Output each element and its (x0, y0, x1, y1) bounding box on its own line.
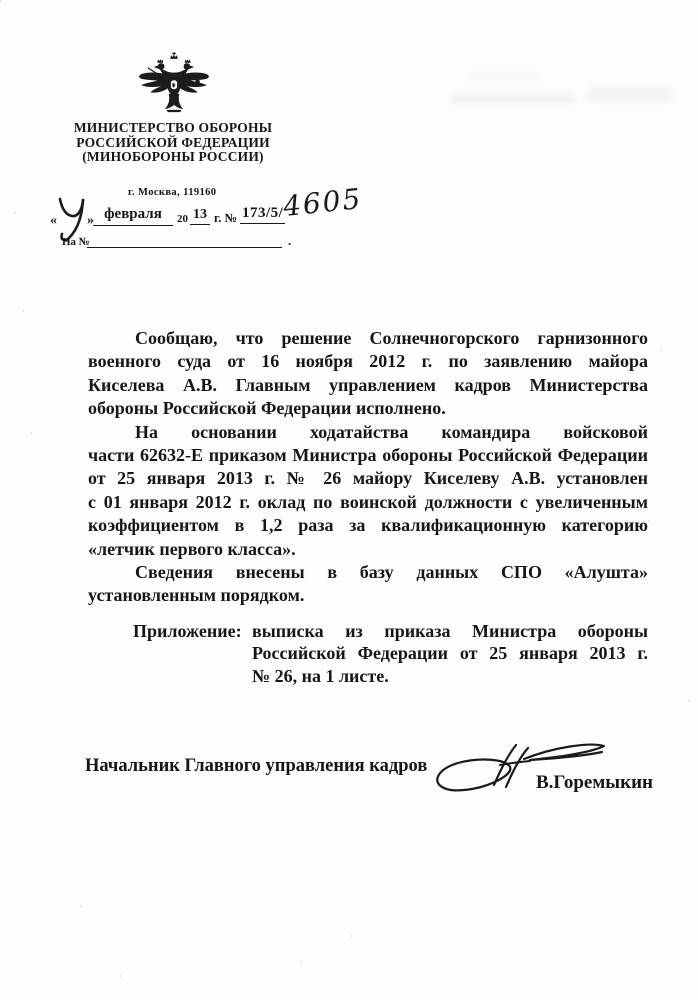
body-line: коэффициентом в 1,2 раза за квалификационную категорию (88, 515, 648, 536)
reply-ref-period: . (288, 233, 292, 248)
body-paragraph-2 (88, 421, 648, 561)
body-paragraph-3 (88, 561, 648, 608)
body-line: от 25 января 2013 г. № 26 майору Киселеву А.В. установлен (88, 468, 648, 489)
outgoing-number-handwritten: 4605 (281, 181, 364, 224)
letter-body (88, 327, 648, 608)
bleed-through-artifact (585, 87, 675, 103)
body-paragraph-1 (88, 327, 648, 421)
attachment-line: выписка из приказа Министра обороны (252, 621, 648, 641)
body-line: с 01 января 2012 г. оклад по воинской должности с увеличенным (88, 491, 648, 512)
body-line: установленным порядком. (88, 585, 305, 606)
reply-ref-label: На № (62, 236, 90, 248)
outgoing-number-typed: 173/5/ (240, 205, 285, 224)
body-line: Киселева А.В. Главным управлением кадров Министерства (88, 374, 648, 395)
number-sign-label: г. № (214, 211, 238, 225)
org-name-line-3: (МИНОБОРОНЫ РОССИИ) (82, 149, 264, 165)
coat-of-arms-icon (136, 52, 212, 116)
org-name-line-1: МИНИСТЕРСТВО ОБОРОНЫ (73, 120, 273, 135)
scan-speckles (0, 0, 2, 2)
body-line: На основании ходатайства командира войсковой (135, 421, 648, 442)
date-quote-open: « (50, 213, 57, 228)
month-on-blank: февраля (93, 206, 173, 226)
year-century: 20 (177, 213, 188, 225)
bleed-through-artifact (450, 92, 575, 104)
body-line: Сведения внесены в базу данных СПО «Алушта» (135, 562, 648, 583)
attachment-block (133, 620, 648, 687)
signature-title: Начальник Главного управления кадров (85, 756, 428, 776)
attachment-line: № 26, на 1 листе. (252, 665, 389, 686)
org-name-line-2: РОССИЙСКОЙ ФЕДЕРАЦИИ (76, 134, 270, 150)
attachment-content (252, 620, 648, 687)
body-line: военного суда от 16 ноября 2012 г. по заявлению майора (88, 351, 648, 372)
attachment-label: Приложение: (133, 621, 242, 641)
body-line: обороны Российской Федерации исполнено. (88, 398, 446, 419)
date-quote-close: » (87, 213, 94, 228)
reply-ref-blank-line (87, 233, 282, 248)
letterhead-org-name (58, 121, 288, 165)
body-line: части 62632-Е приказом Министра обороны Российской Федерации (88, 445, 648, 466)
year-two-digits: 13 (190, 207, 210, 225)
body-line: Сообщаю, что решение Солнечногорского гарнизонного (135, 328, 648, 348)
bleed-through-artifact (468, 72, 540, 81)
attachment-line: Российской Федерации от 25 января 2013 г. (252, 643, 648, 664)
signatory-name: В.Горемыкин (536, 772, 653, 793)
address-line: г. Москва, 119160 (128, 187, 217, 198)
body-line: «летчик первого класса». (88, 538, 296, 559)
